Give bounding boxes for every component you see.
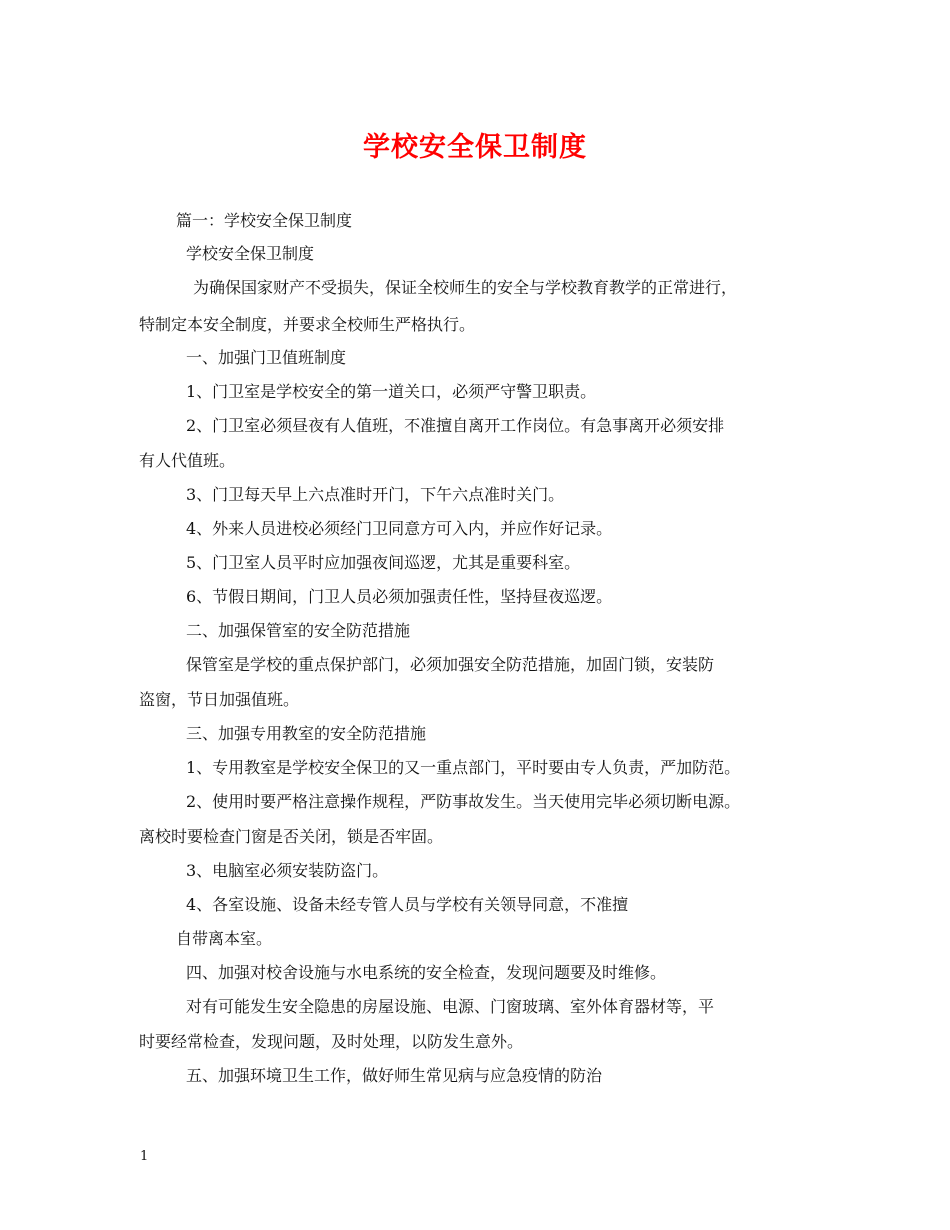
section-heading: 一、加强门卫值班制度 [186, 348, 347, 367]
text-line: 为确保国家财产不受损失，保证全校师生的安全与学校教育教学的正常进行， [193, 278, 738, 297]
text-line: 5、门卫室人员平时应加强夜间巡逻，尤其是重要科室。 [186, 553, 581, 572]
text-line: 学校安全保卫制度 [186, 244, 315, 263]
text-line: 1、门卫室是学校安全的第一道关口，必须严守警卫职责。 [186, 382, 597, 401]
text-line: 保管室是学校的重点保护部门，必须加强安全防范措施，加固门锁，安装防 [186, 655, 715, 674]
text-line: 4、各室设施、设备未经专管人员与学校有关领导同意，不准擅 [186, 895, 629, 914]
text-line: 特制定本安全制度，并要求全校师生严格执行。 [139, 315, 476, 334]
text-line: 6、节假日期间，门卫人员必须加强责任性，坚持昼夜巡逻。 [186, 587, 613, 606]
text-line: 离校时要检查门窗是否关闭，锁是否牢固。 [139, 827, 444, 846]
section-heading: 四、加强对校舍设施与水电系统的安全检查，发现问题要及时维修。 [186, 963, 667, 982]
text-line: 对有可能发生安全隐患的房屋设施、电源、门窗玻璃、室外体育器材等，平 [186, 997, 715, 1016]
text-line: 盗窗，节日加强值班。 [139, 690, 300, 709]
section-heading: 五、加强环境卫生工作，做好师生常见病与应急疫情的防治 [186, 1066, 603, 1085]
text-line: 2、门卫室必须昼夜有人值班，不准擅自离开工作岗位。有急事离开必须安排 [186, 416, 725, 435]
section-heading: 二、加强保管室的安全防范措施 [186, 621, 411, 640]
text-line: 篇一：学校安全保卫制度 [176, 211, 353, 230]
text-line: 时要经常检查，发现问题，及时处理，以防发生意外。 [139, 1032, 524, 1051]
text-line: 2、使用时要严格注意操作规程，严防事故发生。当天使用完毕必须切断电源。 [186, 792, 741, 811]
text-line: 3、电脑室必须安装防盗门。 [186, 861, 389, 880]
text-line: 有人代值班。 [139, 451, 236, 470]
section-heading: 三、加强专用教室的安全防范措施 [186, 724, 427, 743]
document-title: 学校安全保卫制度 [363, 132, 587, 163]
page-number: 1 [140, 1149, 149, 1164]
text-line: 3、门卫每天早上六点准时开门，下午六点准时关门。 [186, 485, 565, 504]
text-line: 4、外来人员进校必须经门卫同意方可入内，并应作好记录。 [186, 519, 613, 538]
text-line: 1、专用教室是学校安全保卫的又一重点部门，平时要由专人负责，严加防范。 [186, 758, 741, 777]
text-line: 自带离本室。 [176, 929, 273, 948]
